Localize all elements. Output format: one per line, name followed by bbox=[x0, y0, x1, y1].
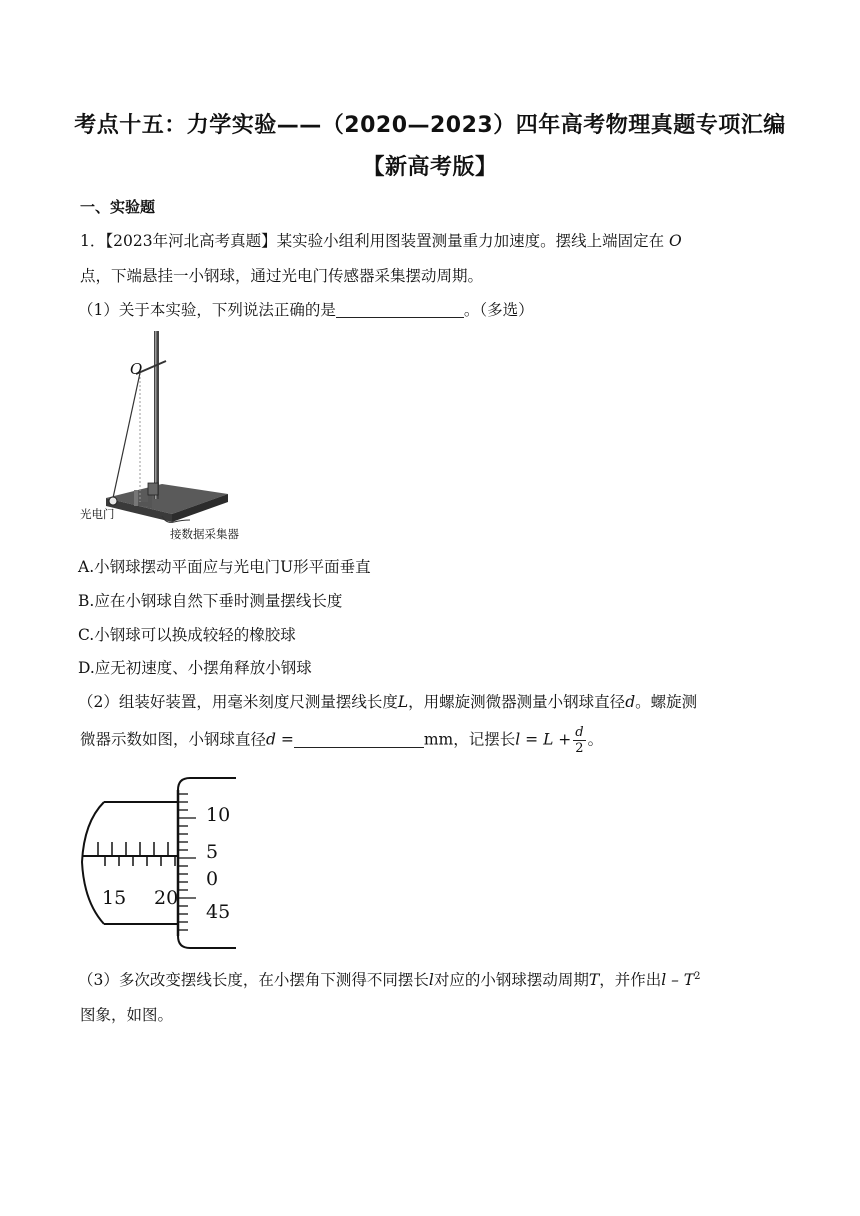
part3-text-c: ，并作出 bbox=[599, 971, 662, 989]
part3-text-b: 对应的小钢球摆动周期 bbox=[433, 971, 589, 989]
option-b: B.应在小钢球自然下垂时测量摆线长度 bbox=[78, 592, 343, 610]
question-stem-line1 bbox=[80, 229, 682, 251]
fraction-denominator: 2 bbox=[575, 741, 584, 756]
question-stem-line2: 点，下端悬挂一小钢球，通过光电门传感器采集摆动周期。 bbox=[80, 267, 484, 285]
graph-exponent: 2 bbox=[694, 970, 701, 982]
part2-line1 bbox=[78, 690, 697, 712]
main-scale-label-20: 20 bbox=[154, 887, 179, 909]
question-source: 【2023年河北高考真题】 bbox=[105, 232, 277, 250]
stem-text: 某实验小组利用图装置测量重力加速度。摆线上端固定在 bbox=[276, 232, 665, 250]
pendulum-string bbox=[113, 373, 140, 498]
frame-curve bbox=[82, 802, 104, 924]
label-o: O bbox=[130, 360, 143, 378]
fraction-d-over-2 bbox=[573, 725, 585, 756]
stand-rod-highlight bbox=[155, 331, 157, 499]
part2-text-b: ，用螺旋测微器测量小钢球直径 bbox=[408, 693, 626, 711]
part1-question bbox=[78, 298, 534, 320]
answer-blank-1[interactable] bbox=[336, 301, 464, 318]
var-l: l bbox=[428, 971, 434, 989]
part2-end: 。 bbox=[587, 730, 604, 749]
part2-unit: mm，记摆长 bbox=[423, 730, 516, 749]
thimble-label-45: 45 bbox=[206, 901, 231, 923]
photogate-arm-right bbox=[134, 490, 138, 506]
var-d: d bbox=[625, 693, 636, 711]
steel-ball bbox=[109, 497, 117, 505]
part3-line1 bbox=[78, 968, 701, 990]
part2-line2 bbox=[80, 725, 603, 756]
thimble-label-10: 10 bbox=[206, 804, 231, 826]
page-title: 考点十五：力学实验——（2020—2023）四年高考物理真题专项汇编 bbox=[74, 113, 786, 138]
page-subtitle: 【新高考版】 bbox=[362, 155, 498, 180]
part1-suffix: 。（多选） bbox=[463, 301, 534, 319]
section-heading: 一、实验题 bbox=[80, 198, 156, 216]
part2-text-c: 。螺旋测 bbox=[635, 693, 698, 711]
thimble-label-5: 5 bbox=[206, 841, 219, 863]
thimble-ticks bbox=[178, 794, 196, 930]
part1-prefix: （1）关于本实验，下列说法正确的是 bbox=[78, 301, 336, 319]
graph-name: l – T bbox=[661, 971, 695, 989]
part3-line2: 图象，如图。 bbox=[80, 1006, 174, 1024]
formula-lhs: l = L + bbox=[515, 730, 572, 749]
label-photogate: 光电门 bbox=[80, 507, 115, 521]
main-scale-ticks bbox=[98, 842, 175, 866]
thimble-label-0: 0 bbox=[206, 868, 219, 890]
option-c: C.小钢球可以换成较轻的橡胶球 bbox=[78, 626, 296, 644]
part2-text-d: 微器示数如图，小钢球直径 bbox=[80, 730, 267, 749]
option-a: A.小钢球摆动平面应与光电门U形平面垂直 bbox=[78, 558, 371, 576]
main-scale-label-15: 15 bbox=[102, 887, 127, 909]
part3-text-a: （3）多次改变摆线长度，在小摆角下测得不同摆长 bbox=[78, 971, 429, 989]
point-o: O bbox=[669, 232, 682, 250]
fraction-numerator: d bbox=[575, 725, 584, 740]
option-d: D.应无初速度、小摆角释放小钢球 bbox=[78, 659, 312, 677]
answer-blank-2[interactable] bbox=[294, 731, 424, 748]
rod-clamp bbox=[148, 483, 158, 495]
micrometer-figure bbox=[76, 772, 246, 954]
pendulum-figure bbox=[78, 326, 268, 544]
var-t: T bbox=[588, 971, 600, 989]
label-data-collector: 接数据采集器 bbox=[170, 527, 239, 541]
question-number: 1． bbox=[80, 232, 106, 250]
var-l-capital: L bbox=[397, 693, 409, 711]
eq-d: d = bbox=[266, 730, 294, 749]
part2-text-a: （2）组装好装置，用毫米刻度尺测量摆线长度 bbox=[78, 693, 398, 711]
